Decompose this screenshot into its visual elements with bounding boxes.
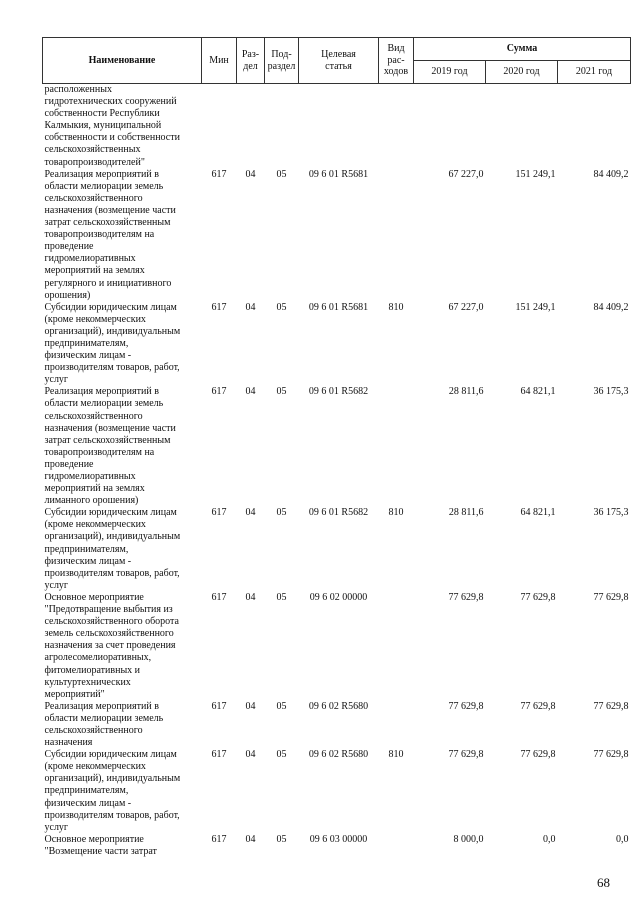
table-row: [43, 386, 631, 507]
row-podrazdel: 05: [276, 301, 287, 313]
row-2019: 77 629,8: [448, 591, 484, 603]
row-podrazdel: [265, 84, 299, 169]
row-2021: 36 175,3: [593, 507, 629, 519]
table-row: [43, 592, 631, 701]
row-vid: [379, 592, 414, 701]
header-sum: Сумма: [414, 38, 631, 61]
row-razdel: 04: [245, 591, 256, 603]
header-2021: 2021 год: [558, 61, 631, 84]
row-razdel: 04: [245, 833, 256, 845]
header-target: Целевая статья: [299, 38, 379, 84]
table-row: [43, 834, 631, 858]
table-row: [43, 701, 631, 749]
row-min: 617: [211, 386, 227, 398]
row-2019: 28 811,6: [448, 507, 484, 519]
row-target: [299, 84, 379, 169]
row-2019: 67 227,0: [448, 168, 484, 180]
row-vid: [379, 169, 414, 302]
row-2020: 77 629,8: [520, 591, 556, 603]
row-name: расположенных гидротехнических сооружений собственности Республики Калмыкия, муниципальной собственности и собственности сельскохозяйственных товаропроизводителей": [44, 84, 180, 168]
row-target: 09 6 01 R5682: [308, 386, 369, 398]
table-body: [43, 84, 631, 859]
row-2020: 77 629,8: [520, 700, 556, 712]
row-razdel: 04: [245, 507, 256, 519]
row-target: 09 6 01 R5681: [308, 301, 369, 313]
row-name: Реализация мероприятий в области мелиорации земель сельскохозяйственного назначения (возмещение части затрат сельскохозяйственным товаропроизводителям на проведение гидромелиоративных мероприятий на землях регулярного и инициативного орошения): [44, 168, 176, 301]
table-row: [43, 749, 631, 834]
row-min: 617: [211, 168, 227, 180]
row-min: 617: [211, 591, 227, 603]
table-row: [43, 84, 631, 169]
table-row: [43, 169, 631, 302]
row-2020: 0,0: [543, 833, 556, 845]
row-2021: 84 409,2: [593, 168, 629, 180]
row-name: Реализация мероприятий в области мелиорации земель сельскохозяйственного назначения (возмещение части затрат сельскохозяйственным товаропроизводителям на проведение гидромелиоративных мероприятий на землях лиманного орошения): [44, 386, 176, 507]
row-2021: 77 629,8: [593, 749, 629, 761]
row-min: [202, 84, 237, 169]
row-target: 09 6 03 00000: [309, 833, 368, 845]
row-min: 617: [211, 700, 227, 712]
row-razdel: [237, 84, 265, 169]
row-razdel: 04: [245, 301, 256, 313]
row-podrazdel: 05: [276, 168, 287, 180]
row-2020: [486, 84, 558, 169]
header-vid: Вид рас- ходов: [379, 38, 414, 84]
budget-table: [42, 37, 631, 858]
row-vid: 810: [388, 749, 404, 761]
header-name: Наименование: [43, 38, 202, 84]
row-2020: 64 821,1: [520, 507, 556, 519]
page-number: 68: [597, 875, 610, 890]
row-vid: [379, 701, 414, 749]
header-2019: 2019 год: [414, 61, 486, 84]
row-vid: 810: [388, 507, 404, 519]
row-name: Основное мероприятие "Возмещение части затрат: [44, 833, 157, 857]
row-vid: [379, 84, 414, 169]
row-2019: 77 629,8: [448, 749, 484, 761]
row-razdel: 04: [245, 168, 256, 180]
row-vid: 810: [388, 301, 404, 313]
header-razdel: Раз- дел: [237, 38, 265, 84]
row-2021: [558, 84, 631, 169]
row-2019: 8 000,0: [453, 833, 484, 845]
row-podrazdel: 05: [276, 507, 287, 519]
row-min: 617: [211, 301, 227, 313]
row-target: 09 6 02 R5680: [308, 749, 369, 761]
row-min: 617: [211, 833, 227, 845]
header-2020: 2020 год: [486, 61, 558, 84]
row-2020: 64 821,1: [520, 386, 556, 398]
row-vid: [379, 386, 414, 507]
row-2019: 67 227,0: [448, 301, 484, 313]
row-name: Субсидии юридическим лицам (кроме некоммерческих организаций), индивидуальным предпринимателям, физическим лицам - производителям товаров, работ, услуг: [44, 301, 181, 386]
row-target: 09 6 02 R5680: [308, 700, 369, 712]
row-target: 09 6 01 R5682: [308, 507, 369, 519]
row-name: Субсидии юридическим лицам (кроме некоммерческих организаций), индивидуальным предпринимателям, физическим лицам - производителям товаров, работ, услуг: [44, 749, 181, 833]
row-min: 617: [211, 507, 227, 519]
row-podrazdel: 05: [276, 386, 287, 398]
row-2021: 84 409,2: [593, 301, 629, 313]
row-2021: 0,0: [616, 833, 629, 845]
row-podrazdel: 05: [276, 749, 287, 761]
row-name: Субсидии юридическим лицам (кроме некоммерческих организаций), индивидуальным предпринимателям, физическим лицам - производителям товаров, работ, услуг: [44, 507, 181, 591]
table-row: [43, 507, 631, 592]
row-2021: 77 629,8: [593, 591, 629, 603]
row-2020: 151 249,1: [515, 301, 556, 313]
row-razdel: 04: [245, 749, 256, 761]
row-target: 09 6 02 00000: [309, 591, 368, 603]
row-2021: 36 175,3: [593, 386, 629, 398]
row-razdel: 04: [245, 700, 256, 712]
row-razdel: 04: [245, 386, 256, 398]
table-row: [43, 302, 631, 387]
header-podrazdel: Под- раздел: [265, 38, 299, 84]
row-name: Реализация мероприятий в области мелиорации земель сельскохозяйственного назначения: [44, 700, 164, 749]
row-2020: 151 249,1: [515, 168, 556, 180]
header-min: Мин: [202, 38, 237, 84]
row-2021: 77 629,8: [593, 700, 629, 712]
row-podrazdel: 05: [276, 591, 287, 603]
row-podrazdel: 05: [276, 833, 287, 845]
row-name: Основное мероприятие "Предотвращение выбытия из сельскохозяйственного оборота земель сельскохозяйственного назначения за счет проведения агролесомелиоративных, фитомелиоративных и культуртехнических мероприятий": [44, 591, 179, 700]
row-min: 617: [211, 749, 227, 761]
row-2019: [414, 84, 486, 169]
table-header: [43, 38, 631, 84]
row-podrazdel: 05: [276, 700, 287, 712]
row-target: 09 6 01 R5681: [308, 168, 369, 180]
row-2019: 28 811,6: [448, 386, 484, 398]
row-vid: [379, 834, 414, 858]
row-2020: 77 629,8: [520, 749, 556, 761]
row-2019: 77 629,8: [448, 700, 484, 712]
